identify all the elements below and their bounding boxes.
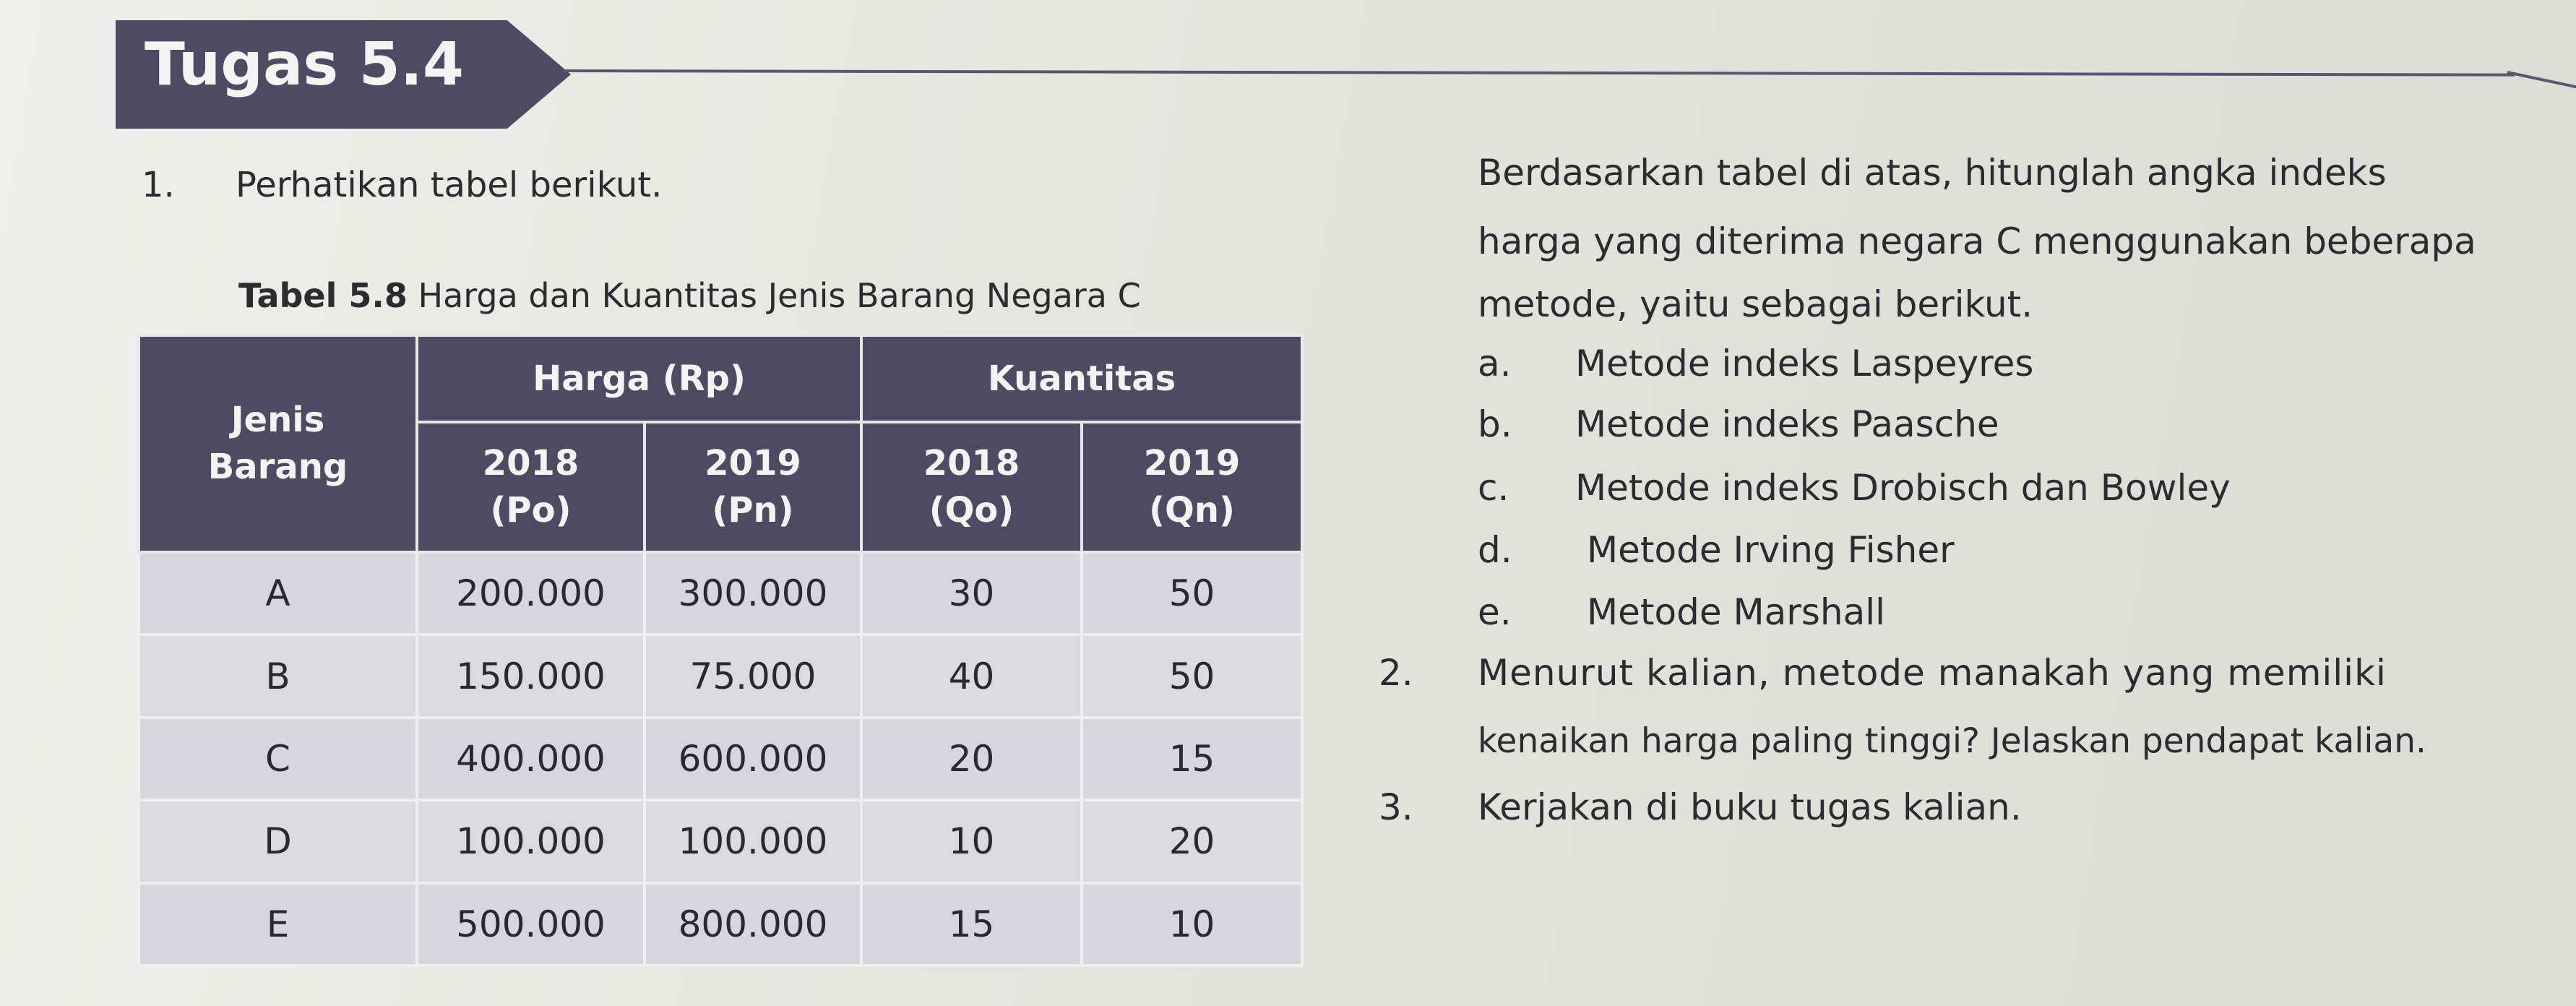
cell-harga-2019: 100.000 [645,800,861,882]
cell-kuantitas-2018: 15 [861,883,1082,966]
cell-jenis: E [139,883,417,966]
table-row [139,635,1302,717]
question-1-text: Perhatikan tabel berikut. [236,165,663,205]
table-caption-text: Harga dan Kuantitas Jenis Barang Negara C [407,276,1141,315]
header-harga: Harga (Rp) [417,335,861,422]
method-a-text: Metode indeks Laspeyres [1575,343,2034,384]
cell-harga-2019: 300.000 [645,552,861,635]
cell-kuantitas-2019: 15 [1082,718,1302,800]
method-b-letter: b. [1478,403,1512,445]
header-2018-po-sym: (Po) [490,490,572,530]
cell-harga-2018: 100.000 [417,800,645,882]
cell-jenis: A [139,552,417,635]
table-row [139,883,1302,966]
cell-harga-2018: 500.000 [417,883,645,966]
header-jenis-line1: Jenis [231,400,325,441]
cell-jenis: B [139,635,417,717]
cell-kuantitas-2018: 40 [861,635,1082,717]
header-2019-pn [645,422,861,552]
header-kuantitas: Kuantitas [861,335,1302,422]
method-e-text: Metode Marshall [1587,591,1885,633]
table-row [139,718,1302,800]
cell-harga-2019: 800.000 [645,883,861,966]
header-2018-qo-sym: (Qo) [929,490,1015,530]
cell-harga-2018: 150.000 [417,635,645,717]
method-a-letter: a. [1478,343,1512,384]
header-2019-qn-sym: (Qn) [1149,490,1235,530]
cell-kuantitas-2018: 10 [861,800,1082,882]
cell-kuantitas-2019: 10 [1082,883,1302,966]
table-row [139,552,1302,635]
cell-harga-2019: 600.000 [645,718,861,800]
header-2019-qn [1082,422,1302,552]
header-2019-pn-year: 2019 [705,443,801,484]
price-quantity-table [137,334,1304,967]
question-1-number: 1. [142,165,175,205]
cell-kuantitas-2018: 20 [861,718,1082,800]
table-row [139,800,1302,882]
table-caption-label: Tabel 5.8 [238,276,408,315]
method-d-letter: d. [1478,529,1512,571]
method-d-text: Metode Irving Fisher [1587,529,1955,571]
header-2018-po-year: 2018 [482,443,580,484]
method-b-text: Metode indeks Paasche [1575,403,1999,445]
question-2-line-1: Menurut kalian, metode manakah yang memiliki [1478,652,2387,694]
method-c-letter: c. [1478,467,1509,509]
cell-kuantitas-2019: 50 [1082,635,1302,717]
header-2018-po [417,422,645,552]
cell-jenis: C [139,718,417,800]
cell-kuantitas-2018: 30 [861,552,1082,635]
cell-harga-2019: 75.000 [645,635,861,717]
header-jenis-barang [139,335,417,552]
method-c-text: Metode indeks Drobisch dan Bowley [1575,467,2231,509]
header-2019-qn-year: 2019 [1143,443,1241,484]
cell-jenis: D [139,800,417,882]
method-e-letter: e. [1478,591,1512,633]
cell-kuantitas-2019: 50 [1082,552,1302,635]
question-3-text: Kerjakan di buku tugas kalian. [1478,786,2022,828]
intro-line-2: harga yang diterima negara C menggunakan beberapa [1478,220,2476,262]
cell-harga-2018: 200.000 [417,552,645,635]
header-2018-qo [861,422,1082,552]
header-jenis-line2: Barang [207,447,348,487]
question-2-line-2: kenaikan harga paling tinggi? Jelaskan pendapat kalian. [1478,721,2426,761]
intro-line-3: metode, yaitu sebagai berikut. [1478,283,2033,325]
table-caption [238,276,1141,315]
cell-kuantitas-2019: 20 [1082,800,1302,882]
cell-harga-2018: 400.000 [417,718,645,800]
question-3-number: 3. [1379,786,1413,828]
header-2019-pn-sym: (Pn) [712,490,794,530]
header-2018-qo-year: 2018 [923,443,1020,484]
page-title: Tugas 5.4 [145,30,464,99]
question-2-number: 2. [1379,652,1413,694]
intro-line-1: Berdasarkan tabel di atas, hitunglah angka indeks [1478,152,2387,194]
